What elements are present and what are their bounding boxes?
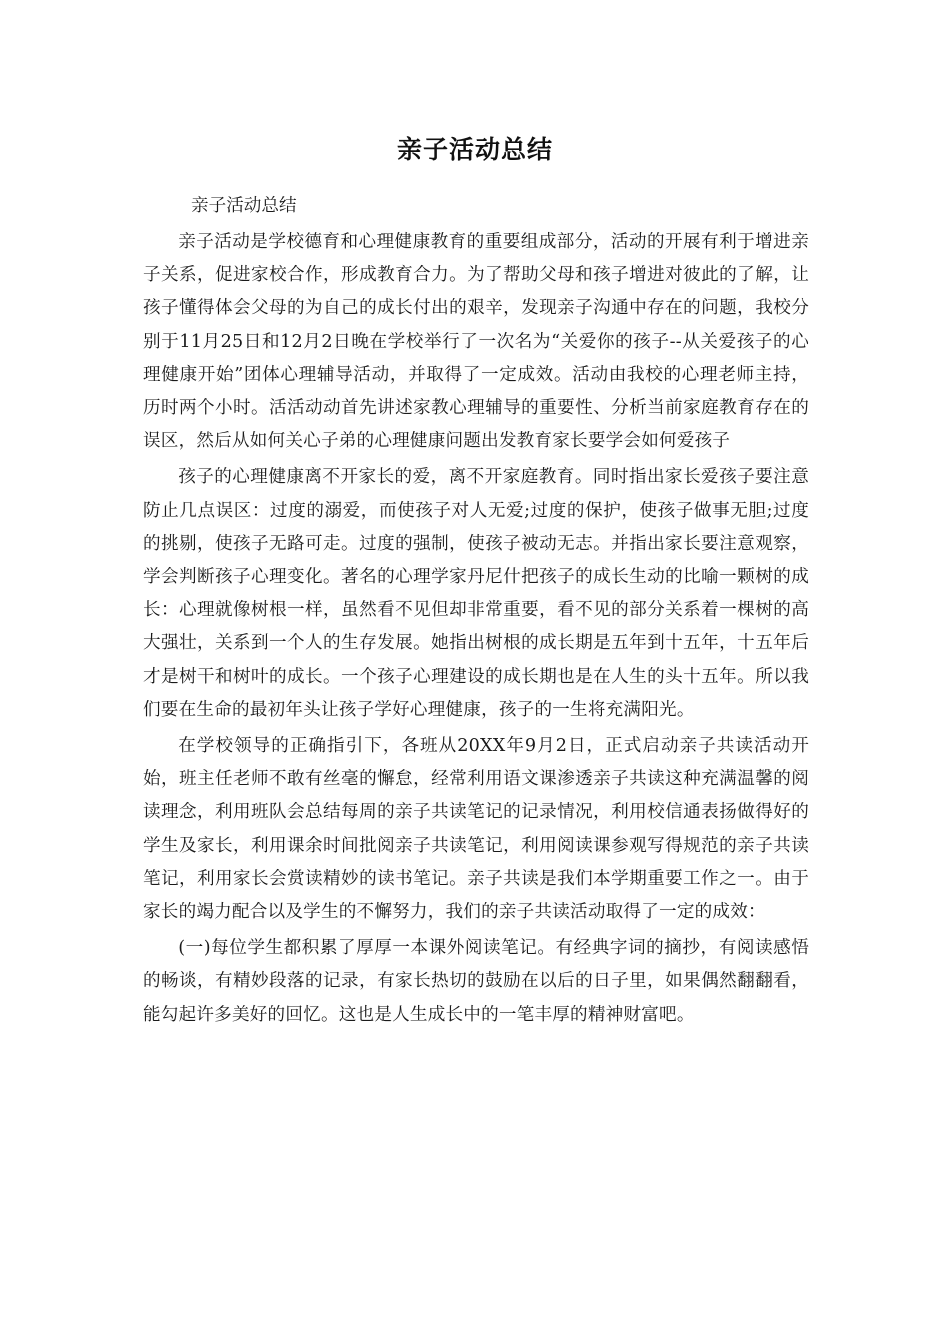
document-title: 亲子活动总结 bbox=[396, 135, 553, 164]
paragraph-4: (一)每位学生都积累了厚厚一本课外阅读笔记。有经典字词的摘抄，有阅读感悟的畅谈，有精妙段落的记录，有家长热切的鼓励在以后的日子里，如果偶然翻翻看，能勾起许多美好的回忆。这也是人生成长中的一笔丰厚的精神财富吧。 bbox=[143, 938, 809, 1025]
document-subtitle: 亲子活动总结 bbox=[191, 196, 297, 216]
paragraph-3: 在学校领导的正确指引下，各班从20XX年9月2日，正式启动亲子共读活动开始，班主任老师不敢有丝毫的懈怠，经常利用语文课渗透亲子共读这种充满温馨的阅读理念，利用班队会总结每周的亲子共读笔记的记录情况，利用校信通表扬做得好的学生及家长，利用课余时间批阅亲子共读笔记，利用阅读课参观写得规范的亲子共读笔记，利用家长会赏读精妙的读书笔记。亲子共读是我们本学期重要工作之一。由于家长的竭力配合以及学生的不懈努力，我们的亲子共读活动取得了一定的成效： bbox=[143, 736, 809, 923]
document-body bbox=[143, 190, 809, 1032]
paragraph-1: 亲子活动是学校德育和心理健康教育的重要组成部分，活动的开展有利于增进亲子关系，促进家校合作，形成教育合力。为了帮助父母和孩子增进对彼此的了解，让孩子懂得体会父母的为自己的成长付出的艰辛，发现亲子沟通中存在的问题，我校分别于11月25日和12月2日晚在学校举行了一次名为“关爱你的孩子--从关爱孩子的心理健康开始”团体心理辅导活动，并取得了一定成效。活动由我校的心理老师主持，历时两个小时。活活动动首先讲述家教心理辅导的重要性、分析当前家庭教育存在的误区，然后从如何关心子弟的心理健康问题出发教育家长要学会如何爱孩子 bbox=[143, 232, 809, 452]
paragraph-2: 孩子的心理健康离不开家长的爱，离不开家庭教育。同时指出家长爱孩子要注意防止几点误区：过度的溺爱，而使孩子对人无爱;过度的保护，使孩子做事无胆;过度的挑剔，使孩子无路可走。过度的强制，使孩子被动无志。并指出家长要注意观察，学会判断孩子心理变化。著名的心理学家丹尼什把孩子的成长生动的比喻一颗树的成长：心理就像树根一样，虽然看不见但却非常重要，看不见的部分关系着一棵树的高大强壮，关系到一个人的生存发展。她指出树根的成长期是五年到十五年，十五年后才是树干和树叶的成长。一个孩子心理建设的成长期也是在人生的头十五年。所以我们要在生命的最初年头让孩子学好心理健康，孩子的一生将充满阳光。 bbox=[143, 467, 809, 720]
